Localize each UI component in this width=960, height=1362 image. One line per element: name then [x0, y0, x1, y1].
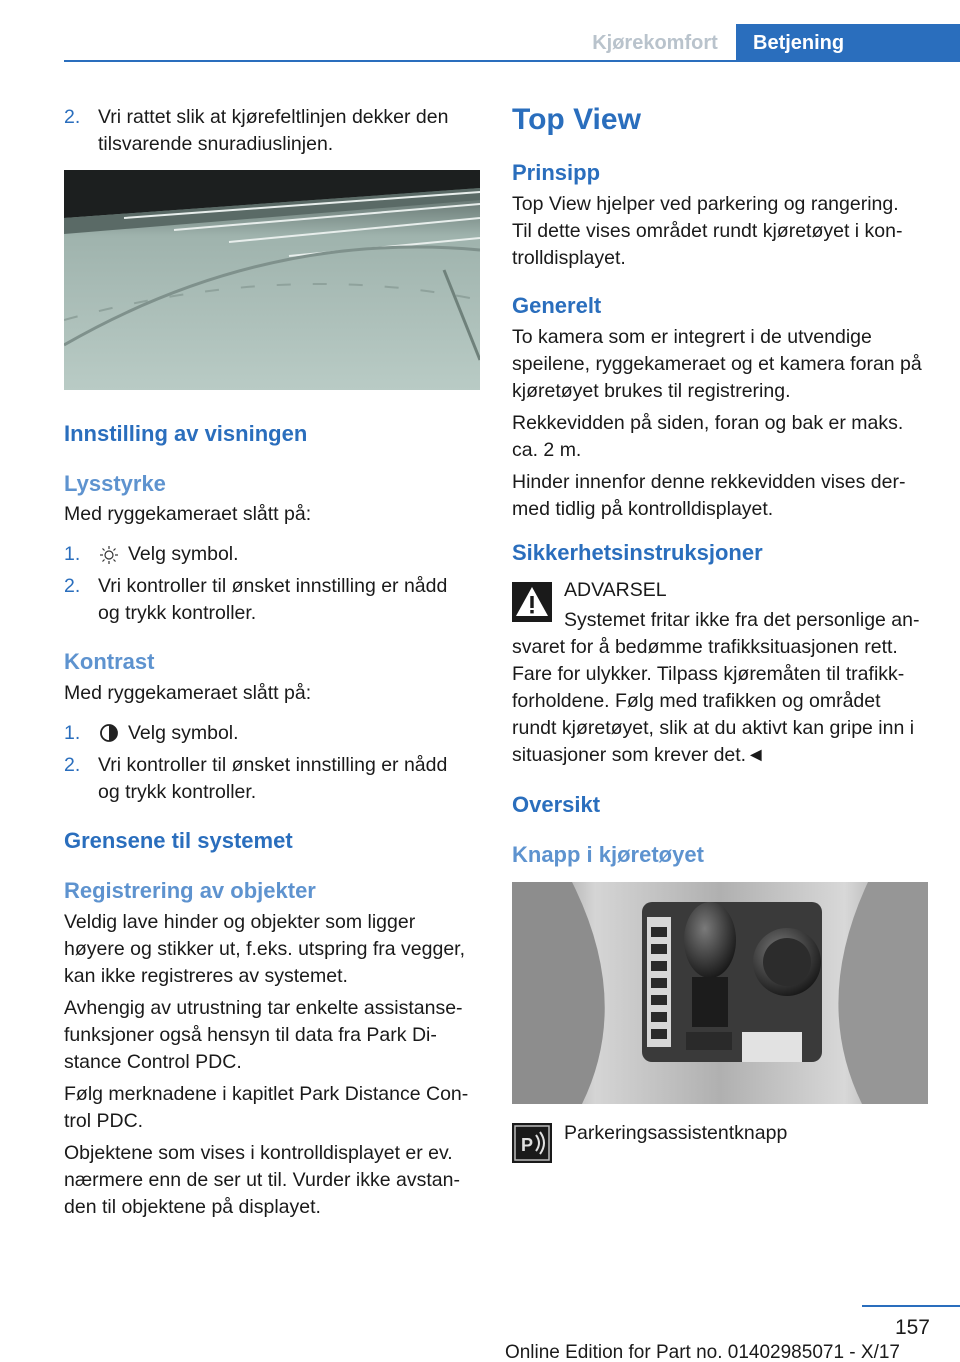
- step-number: 1.: [64, 722, 81, 744]
- paragraph-line: Top View hjelper ved parkering og rangering.: [512, 193, 899, 215]
- paragraph-line: høyere og stikker ut, f.eks. utspring fra vegger,: [64, 938, 466, 960]
- footer-edition: Online Edition for Part no. 01402985071 - X/17: [504, 1342, 900, 1362]
- paragraph-line: den til objektene på displayet.: [64, 1196, 321, 1218]
- subheading-button: Knapp i kjøretøyet: [512, 842, 704, 867]
- paragraph-line: Avhengig av utrustning tar enkelte assistanse-: [64, 997, 463, 1019]
- paragraph-line: Til dette vises området rundt kjøretøyet i kon-: [512, 220, 903, 242]
- paragraph-line: funksjoner også hensyn til data fra Park Di-: [64, 1024, 437, 1046]
- step-text: Vri kontroller til ønsket innstilling er nådd: [98, 575, 448, 597]
- warning-line: rundt kjøretøyet, slik at du aktivt kan gripe inn i: [512, 717, 915, 739]
- tab-kjorekomfort[interactable]: Kjørekomfort: [592, 32, 718, 54]
- step-text: og trykk kontroller.: [98, 602, 257, 624]
- contrast-icon: [99, 723, 119, 743]
- page-title: Top View: [512, 103, 641, 136]
- parking-assist-icon: [512, 1123, 552, 1163]
- warning-line: Fare for ulykker. Tilpass kjøremåten til trafikk-: [512, 663, 905, 685]
- heading-overview: Oversikt: [512, 792, 601, 817]
- subheading-brightness: Lysstyrke: [64, 471, 166, 496]
- heading-limits: Grensene til systemet: [64, 828, 293, 853]
- heading-general: Generelt: [512, 293, 602, 318]
- subheading-contrast: Kontrast: [64, 649, 155, 674]
- brightness-icon: [99, 545, 119, 565]
- warning-label: ADVARSEL: [564, 579, 667, 601]
- tab-betjening[interactable]: Betjening: [736, 24, 960, 62]
- heading-principle: Prinsipp: [512, 160, 601, 185]
- paragraph-line: trol PDC.: [64, 1110, 144, 1132]
- step-text: Velg symbol.: [128, 543, 239, 565]
- footer-rule: [862, 1305, 960, 1307]
- paragraph-line: Rekkevidden på siden, foran og bak er maks.: [512, 412, 904, 434]
- warning-line: Systemet fritar ikke fra det personlige an-: [564, 609, 920, 631]
- step-text: Vri kontroller til ønsket innstilling er nådd: [98, 754, 448, 776]
- paragraph-line: med tidlig på kontrolldisplayet.: [512, 498, 774, 520]
- brightness-intro: Med ryggekameraet slått på:: [64, 503, 312, 525]
- paragraph-line: kan ikke registreres av systemet.: [64, 965, 348, 987]
- contrast-intro: Med ryggekameraet slått på:: [64, 682, 312, 704]
- paragraph-line: trolldisplayet.: [512, 247, 626, 269]
- svg-text:P: P: [521, 1135, 534, 1155]
- icon-caption: Parkeringsassistentknapp: [564, 1122, 788, 1144]
- warning-line: forholdene. Følg med trafikken og området: [512, 690, 881, 712]
- paragraph-line: nærmere enn de ser ut til. Vurder ikke avstan-: [64, 1169, 460, 1191]
- step-number: 2.: [64, 106, 81, 128]
- paragraph-line: speilene, ryggekameraet og et kamera foran på: [512, 353, 922, 375]
- rear-camera-image: [64, 170, 480, 390]
- step-text: tilsvarende snuradiuslinjen.: [98, 133, 334, 155]
- paragraph-line: Veldig lave hinder og objekter som ligger: [64, 911, 416, 933]
- heading-safety: Sikkerhetsinstruksjoner: [512, 540, 763, 565]
- paragraph-line: Objektene som vises i kontrolldisplayet er ev.: [64, 1142, 453, 1164]
- paragraph-line: Hinder innenfor denne rekkevidden vises der-: [512, 471, 906, 493]
- warning-line: svaret for å bedømme trafikksituasjonen rett.: [512, 636, 898, 658]
- step-number: 2.: [64, 575, 81, 597]
- paragraph-line: To kamera som er integrert i de utvendige: [512, 326, 872, 348]
- subheading-registration: Registrering av objekter: [64, 878, 316, 903]
- page-number: 157: [894, 1316, 930, 1339]
- step-text: Vri rattet slik at kjørefeltlinjen dekker den: [98, 106, 449, 128]
- heading-settings: Innstilling av visningen: [64, 421, 308, 446]
- warning-line: situasjoner som krever det.◄: [512, 744, 766, 766]
- step-text: og trykk kontroller.: [98, 781, 257, 803]
- paragraph-line: kjøretøyet brukes til registrering.: [512, 380, 791, 402]
- paragraph-line: stance Control PDC.: [64, 1051, 242, 1073]
- paragraph-line: ca. 2 m.: [512, 439, 582, 461]
- center-console-image: [512, 882, 928, 1104]
- paragraph-line: Følg merknadene i kapitlet Park Distance Con-: [64, 1083, 469, 1105]
- step-number: 2.: [64, 754, 81, 776]
- header-rule: [64, 60, 960, 62]
- step-text: Velg symbol.: [128, 722, 239, 744]
- warning-triangle-icon: [512, 582, 552, 622]
- step-number: 1.: [64, 543, 81, 565]
